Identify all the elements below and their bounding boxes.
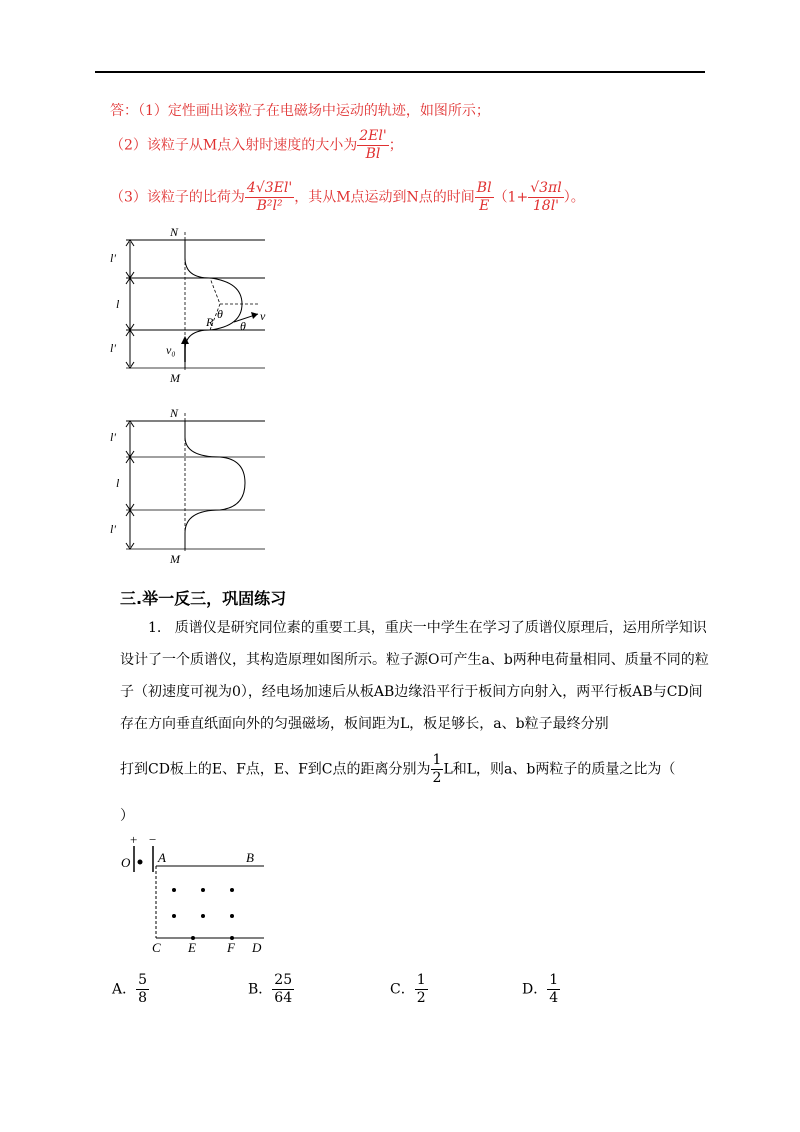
answer-line-2-prefix: （2）该粒子从M点入射时速度的大小为 [110,137,358,154]
option-c-numerator: 1 [416,972,426,988]
option-a-fraction [136,972,149,1007]
label-M-2: M [170,552,180,565]
time-numerator-1: Bl [476,180,492,196]
option-b-numerator: 25 [274,972,293,988]
option-c-denominator: 2 [416,990,426,1006]
option-a-label: A． [112,981,137,998]
charge-mass-fraction [245,180,294,215]
charge-mass-numerator: 4√3El' [246,180,293,196]
half-denominator: 2 [432,770,442,786]
label-M: M [170,371,180,384]
label-R: R [206,315,214,329]
option-a-numerator: 5 [138,972,148,988]
option-d-label: D． [522,981,548,998]
option-d-numerator: 1 [549,972,559,988]
question-body [120,612,710,740]
speed-denominator: Bl [365,146,381,162]
label-A: A [158,850,166,865]
header-rule [95,71,705,73]
answer-line-1: 答：（1）定性画出该粒子在电磁场中运动的轨迹，如图所示； [110,103,490,119]
answer-line-3 [110,180,585,215]
time-denominator-1: E [479,198,490,214]
option-c[interactable] [390,972,428,1007]
label-E: E [188,940,196,955]
label-v: v [260,309,266,323]
section-title: 三.举一反三，巩固练习 [120,589,287,608]
label-D: D [252,940,262,955]
label-B: B [246,850,254,865]
label-N: N [170,225,179,239]
half-fraction [431,752,444,787]
option-c-fraction [415,972,428,1007]
option-a[interactable] [112,972,149,1007]
question-text-a: 质谱仪是研究同位素的重要工具，重庆一中学生在学习了质谱仪原理后，运用所学知识设计了一个质谱仪，其构造原理如图所示。粒子源O可产生a、b两种电荷量相同、质量不同的粒子（初速度可视为0），经电场加速后从板AB边缘沿平行于板间方向射入，两平行板AB与CD间存在方向垂直纸面向外的匀强磁场，板间距为L，板足够长，a、b粒子最终分别 [120,620,709,732]
label-l: l [116,297,120,311]
time-denominator-2: 18l' [532,198,560,214]
label-l-prime-top-2: l' [110,430,116,444]
plus-sign: + [130,832,138,847]
question-number: 1. [148,620,162,636]
label-F: F [227,940,235,955]
time-fraction-1 [475,180,494,215]
answer-line-2-suffix: ； [388,137,403,154]
minus-sign: − [149,832,157,847]
label-N-2: N [170,406,179,420]
label-l-prime-top: l' [110,251,116,265]
option-b-denominator: 64 [274,990,293,1006]
mass-spectrometer-figure [116,832,276,957]
answer-line-3-prefix: （3）该粒子的比荷为 [110,189,245,206]
option-d-fraction [547,972,560,1007]
label-v0: v₀ [166,343,176,357]
time-fraction-2 [528,180,564,215]
option-d[interactable] [522,972,560,1007]
option-b-fraction [272,972,294,1007]
charge-mass-denominator: B²l² [256,198,283,214]
label-theta-1: θ [217,307,223,321]
trajectory-figure-2 [108,403,273,565]
half-numerator: 1 [432,752,442,768]
option-c-label: C． [390,981,415,998]
label-C: C [152,940,161,955]
option-b[interactable] [248,972,294,1007]
answer-line-3-suffix: ）。 [563,189,585,206]
time-numerator-2: √3πl [530,180,562,196]
option-d-denominator: 4 [549,990,559,1006]
label-theta-2: θ [240,319,246,333]
label-l-2: l [116,476,120,490]
speed-numerator: 2El' [359,128,387,144]
option-a-denominator: 8 [138,990,148,1006]
label-O: O [121,855,131,870]
paren-open: （1+ [493,189,529,206]
question-text-c: L和L，则a、b两粒子的质量之比为（ [443,761,676,778]
label-l-prime-bottom: l' [110,341,116,355]
option-b-label: B． [248,981,273,998]
trajectory-figure-1 [108,222,273,384]
label-l-prime-bottom-2: l' [110,522,116,536]
answer-line-3-mid: ，其从M点运动到N点的时间 [294,189,475,206]
speed-fraction [357,128,388,163]
question-text-d: ） [120,808,134,824]
answer-line-2 [110,128,403,163]
question-line-b [120,752,710,787]
question-text-b: 打到CD板上的E、F点，E、F到C点的距离分别为 [120,761,431,778]
